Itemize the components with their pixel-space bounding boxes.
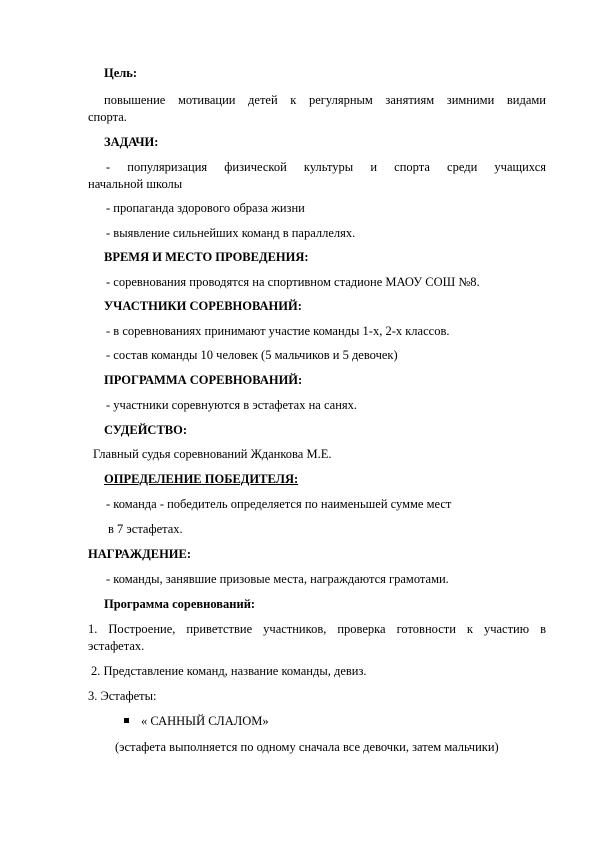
judging-heading: СУДЕЙСТВО: xyxy=(104,423,188,437)
time-place-text: - соревнования проводятся на спортивном стадионе МАОУ СОШ №8. xyxy=(106,275,480,289)
tasks-item2: - пропаганда здорового образа жизни xyxy=(106,201,305,215)
square-bullet-icon xyxy=(124,718,129,723)
participants-item2: - состав команды 10 человек (5 мальчиков и 5 девочек) xyxy=(106,348,398,362)
judging-text: Главный судья соревнований Жданкова М.Е. xyxy=(93,447,332,461)
competition-program-heading: Программа соревнований: xyxy=(104,597,256,611)
program-text: - участники соревнуются в эстафетах на санях. xyxy=(106,398,358,412)
tasks-item1-line2: начальной школы xyxy=(88,177,183,191)
award-text: - команды, занявшие призовые места, награждаются грамотами. xyxy=(106,572,449,586)
participants-heading: УЧАСТНИКИ СОРЕВНОВАНИЙ: xyxy=(104,299,302,313)
award-heading: НАГРАЖДЕНИЕ: xyxy=(88,547,192,561)
competition-program-item1-line1: 1. Построение, приветствие участников, проверка готовности к участию в xyxy=(88,622,546,636)
goal-text-line1: повышение мотивации детей к регулярным занятиям зимними видами xyxy=(104,93,546,107)
goal-heading: Цель: xyxy=(104,66,138,80)
competition-program-item3: 3. Эстафеты: xyxy=(88,689,157,703)
program-heading: ПРОГРАММА СОРЕВНОВАНИЙ: xyxy=(104,373,303,387)
winner-heading: ОПРЕДЕЛЕНИЕ ПОБЕДИТЕЛЯ: xyxy=(104,472,299,486)
winner-text-line2: в 7 эстафетах. xyxy=(108,522,183,536)
tasks-heading: ЗАДАЧИ: xyxy=(104,135,159,149)
relay-note: (эстафета выполняется по одному сначала все девочки, затем мальчики) xyxy=(115,740,499,754)
winner-text-line1: - команда - победитель определяется по наименьшей сумме мест xyxy=(106,497,452,511)
tasks-item3: - выявление сильнейших команд в параллелях. xyxy=(106,226,356,240)
time-place-heading: ВРЕМЯ И МЕСТО ПРОВЕДЕНИЯ: xyxy=(104,250,309,264)
goal-text-line2: спорта. xyxy=(88,110,127,124)
competition-program-item2: 2. Представление команд, название команды, девиз. xyxy=(91,664,367,678)
tasks-item1-line1: - популяризация физической культуры и спорта среди учащихся xyxy=(106,160,546,174)
relay-name: « САННЫЙ СЛАЛОМ» xyxy=(141,714,269,728)
participants-item1: - в соревнованиях принимают участие команды 1-х, 2-х классов. xyxy=(106,324,450,338)
competition-program-item1-line2: эстафетах. xyxy=(88,639,145,653)
